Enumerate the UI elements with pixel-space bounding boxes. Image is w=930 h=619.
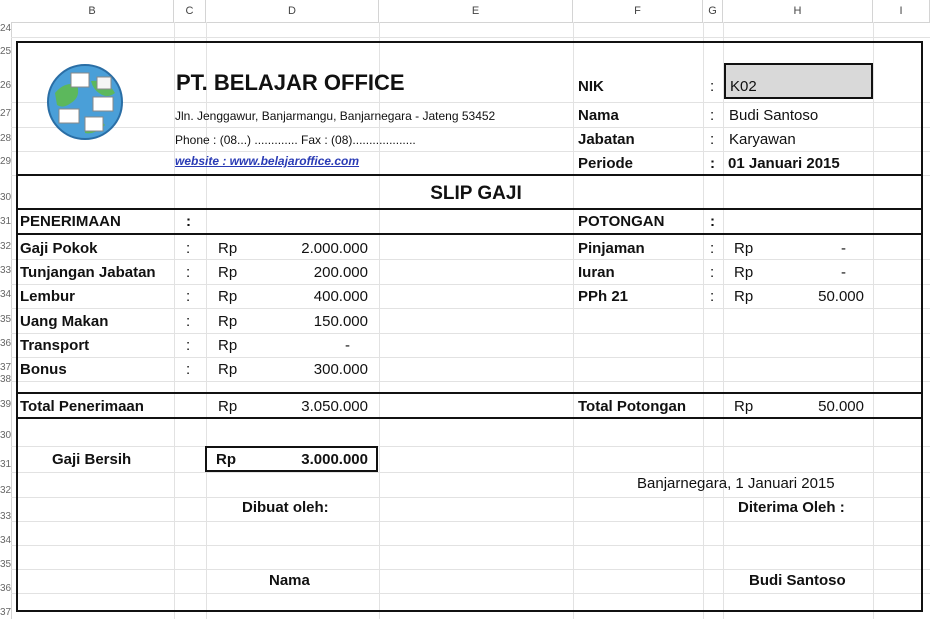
column-header-bar <box>0 0 930 23</box>
gridline <box>11 102 930 103</box>
total-potongan-amount[interactable]: 50.000 <box>818 398 864 415</box>
row-header[interactable]: 28 <box>0 133 11 144</box>
row-header[interactable]: 36 <box>0 583 11 594</box>
row-header[interactable]: 25 <box>0 46 11 57</box>
row-header[interactable]: 29 <box>0 156 11 167</box>
gridline <box>11 521 930 522</box>
total-potongan-label: Total Potongan <box>578 398 687 415</box>
gridline <box>11 357 930 358</box>
company-address: Jln. Jenggawur, Banjarmangu, Banjarnegara - Jateng 53452 <box>175 109 496 123</box>
title-divider-top <box>18 174 921 176</box>
penerimaan-header: PENERIMAAN <box>20 213 121 230</box>
row-header[interactable]: 37 <box>0 362 11 373</box>
gridline <box>573 22 574 619</box>
potongan-item-currency: Rp <box>734 288 754 305</box>
row-header[interactable]: 31 <box>0 459 11 470</box>
penerimaan-item-amount[interactable]: 400.000 <box>313 288 368 305</box>
penerimaan-item-currency: Rp <box>218 361 238 378</box>
penerimaan-item-label[interactable]: Lembur <box>20 288 76 305</box>
periode-label: Periode <box>578 155 634 172</box>
penerimaan-item-amount[interactable]: 150.000 <box>313 313 368 330</box>
nama-value[interactable]: Budi Santoso <box>729 107 819 124</box>
border-top <box>16 41 923 43</box>
penerimaan-header-colon: : <box>186 213 191 230</box>
penerimaan-item-currency: Rp <box>218 313 238 330</box>
penerimaan-item-currency: Rp <box>218 240 238 257</box>
penerimaan-item-amount[interactable]: 200.000 <box>313 264 368 281</box>
gridline <box>873 22 874 619</box>
potongan-item-colon: : <box>710 240 715 257</box>
column-header-i[interactable]: I <box>873 0 930 22</box>
gaji-bersih-amount[interactable]: 3.000.000 <box>301 451 368 468</box>
row-header[interactable]: 39 <box>0 399 11 410</box>
gridline <box>11 308 930 309</box>
row-header-bar <box>0 22 12 619</box>
row-header[interactable]: 26 <box>0 80 11 91</box>
company-name: PT. BELAJAR OFFICE <box>176 70 405 95</box>
row-header[interactable]: 36 <box>0 338 11 349</box>
penerimaan-item-colon: : <box>186 240 191 257</box>
row-header[interactable]: 32 <box>0 241 11 252</box>
nik-colon: : <box>710 78 715 95</box>
gaji-bersih-currency: Rp <box>216 451 236 468</box>
potongan-header: POTONGAN <box>578 213 665 230</box>
penerimaan-item-currency: Rp <box>218 264 238 281</box>
penerimaan-item-label[interactable]: Gaji Pokok <box>20 240 98 257</box>
gridline <box>11 333 930 334</box>
gridline <box>11 569 930 570</box>
penerimaan-item-amount[interactable]: 2.000.000 <box>301 240 368 257</box>
gridline <box>11 37 930 38</box>
column-header-c[interactable]: C <box>174 0 206 22</box>
gridline <box>11 381 930 382</box>
nik-value[interactable]: K02 <box>730 78 757 95</box>
potongan-item-amount[interactable]: - <box>841 264 846 281</box>
row-header[interactable]: 37 <box>0 607 11 618</box>
potongan-item-amount[interactable]: 50.000 <box>818 288 864 305</box>
company-website-link[interactable]: website : www.belajaroffice.com <box>175 154 360 168</box>
gridline <box>11 593 930 594</box>
penerimaan-item-amount[interactable]: - <box>345 337 350 354</box>
penerimaan-item-colon: : <box>186 361 191 378</box>
penerimaan-item-label[interactable]: Transport <box>20 337 90 354</box>
potongan-item-currency: Rp <box>734 240 754 257</box>
column-header-f[interactable]: F <box>573 0 703 22</box>
gridline <box>11 151 930 152</box>
penerimaan-item-label[interactable]: Tunjangan Jabatan <box>20 264 156 281</box>
gridline <box>11 472 930 473</box>
column-header-g[interactable]: G <box>703 0 723 22</box>
column-header-d[interactable]: D <box>206 0 379 22</box>
penerimaan-item-colon: : <box>186 337 191 354</box>
border-bottom <box>16 610 923 612</box>
nama-colon: : <box>710 107 715 124</box>
row-header[interactable]: 32 <box>0 485 11 496</box>
globe-logo-icon <box>41 63 129 141</box>
diterima-oleh-name: Budi Santoso <box>749 572 846 589</box>
potongan-item-label[interactable]: Iuran <box>578 264 615 281</box>
potongan-item-colon: : <box>710 288 715 305</box>
gridline <box>703 22 704 619</box>
potongan-item-label[interactable]: Pinjaman <box>578 240 645 257</box>
jabatan-label: Jabatan <box>578 131 635 148</box>
penerimaan-item-colon: : <box>186 313 191 330</box>
row-header[interactable]: 31 <box>0 216 11 227</box>
jabatan-value[interactable]: Karyawan <box>729 131 796 148</box>
potongan-item-amount[interactable]: - <box>841 240 846 257</box>
row-header[interactable]: 33 <box>0 511 11 522</box>
row-header[interactable]: 35 <box>0 314 11 325</box>
penerimaan-item-label[interactable]: Bonus <box>20 361 67 378</box>
gridline <box>11 127 930 128</box>
potongan-item-colon: : <box>710 264 715 281</box>
place-date: Banjarnegara, 1 Januari 2015 <box>637 475 835 492</box>
penerimaan-item-currency: Rp <box>218 337 238 354</box>
border-right <box>921 41 923 612</box>
total-penerimaan-currency: Rp <box>218 398 238 415</box>
totals-divider-bottom <box>18 417 921 419</box>
row-header[interactable]: 30 <box>0 192 11 203</box>
column-header-b[interactable]: B <box>11 0 174 22</box>
penerimaan-item-colon: : <box>186 264 191 281</box>
gridline <box>11 259 930 260</box>
row-header[interactable]: 27 <box>0 108 11 119</box>
potongan-header-colon: : <box>710 213 715 230</box>
row-header[interactable]: 34 <box>0 289 11 300</box>
nama-label: Nama <box>578 107 619 124</box>
potongan-item-label[interactable]: PPh 21 <box>578 288 629 305</box>
total-potongan-currency: Rp <box>734 398 754 415</box>
dibuat-oleh-name: Nama <box>269 572 310 589</box>
column-header-e[interactable]: E <box>379 0 573 22</box>
potongan-item-currency: Rp <box>734 264 754 281</box>
gridline <box>11 446 930 447</box>
gridline <box>11 545 930 546</box>
periode-value[interactable]: 01 Januari 2015 <box>728 155 840 172</box>
totals-divider-top <box>18 392 921 394</box>
total-penerimaan-amount[interactable]: 3.050.000 <box>301 398 368 415</box>
gridline <box>723 22 724 619</box>
row-header[interactable]: 30 <box>0 430 11 441</box>
row-header[interactable]: 24 <box>0 23 11 34</box>
penerimaan-item-amount[interactable]: 300.000 <box>313 361 368 378</box>
diterima-oleh-label: Diterima Oleh : <box>738 499 845 516</box>
total-penerimaan-label: Total Penerimaan <box>20 398 144 415</box>
penerimaan-item-label[interactable]: Uang Makan <box>20 313 109 330</box>
periode-colon: : <box>710 155 715 172</box>
row-header[interactable]: 34 <box>0 535 11 546</box>
slip-title: SLIP GAJI <box>430 183 522 204</box>
gridline <box>11 497 930 498</box>
row-header[interactable]: 38 <box>0 374 11 385</box>
nik-label: NIK <box>578 78 604 95</box>
jabatan-colon: : <box>710 131 715 148</box>
border-left <box>16 41 18 612</box>
column-header-h[interactable]: H <box>723 0 873 22</box>
title-divider-bottom <box>18 208 921 210</box>
row-header[interactable]: 35 <box>0 559 11 570</box>
row-header[interactable]: 33 <box>0 265 11 276</box>
gaji-bersih-label: Gaji Bersih <box>52 451 132 468</box>
section-header-divider <box>18 233 921 235</box>
company-phone: Phone : (08...) ............. Fax : (08)................... <box>175 133 416 147</box>
penerimaan-item-colon: : <box>186 288 191 305</box>
dibuat-oleh-label: Dibuat oleh: <box>242 499 329 516</box>
gridline <box>11 284 930 285</box>
penerimaan-item-currency: Rp <box>218 288 238 305</box>
